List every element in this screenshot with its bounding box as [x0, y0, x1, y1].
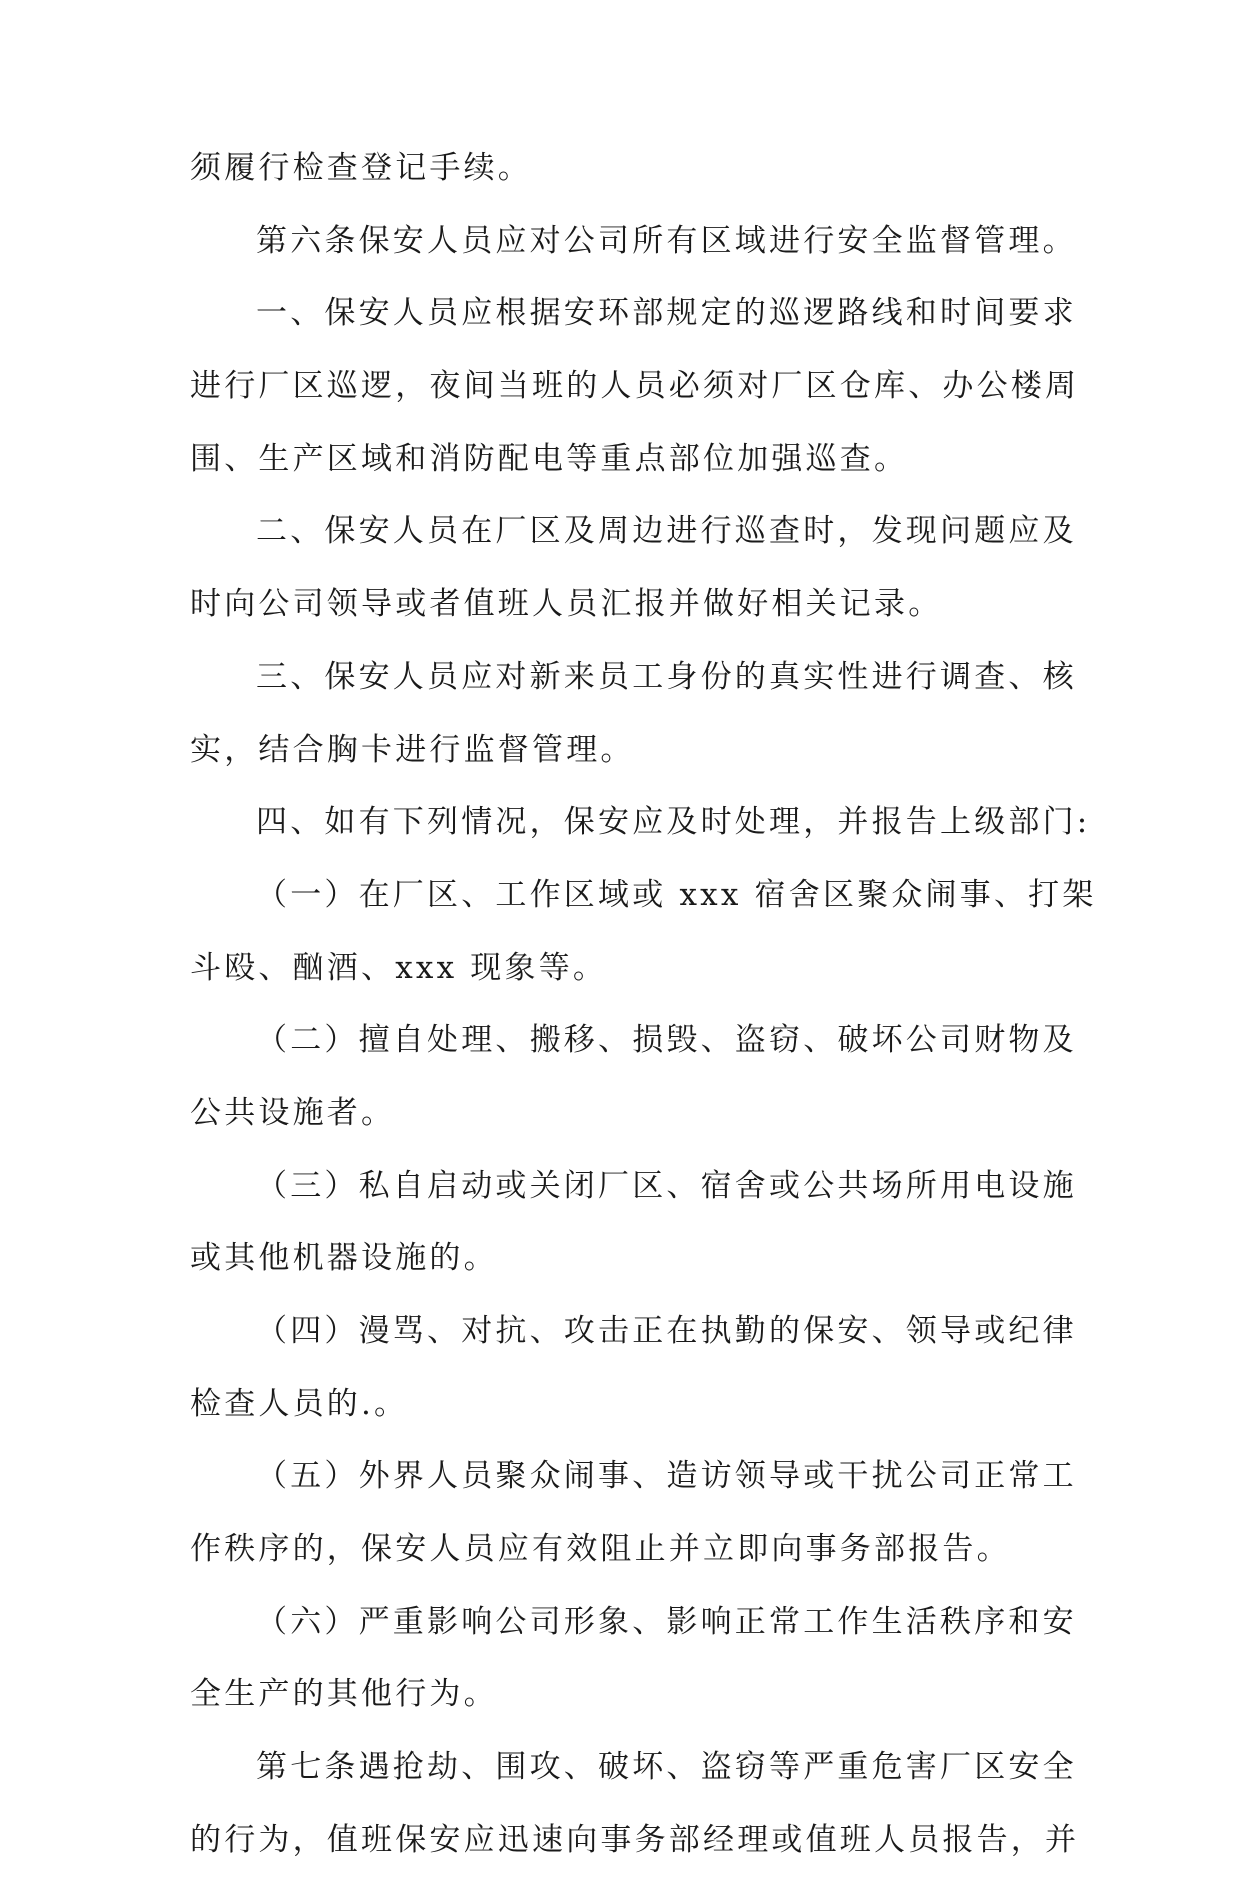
text-line: 须履行检查登记手续。: [190, 150, 532, 186]
text-line: 的行为，值班保安应迅速向事务部经理或值班人员报告，并: [190, 1821, 1080, 1858]
text-line: 或其他机器设施的。: [190, 1240, 498, 1277]
text-line: （二）擅自处理、搬移、损毁、盗窃、破坏公司财物及: [256, 1022, 1077, 1059]
text-line: （一）在厂区、工作区域或 xxx 宿舍区聚众闹事、打架: [256, 876, 1097, 913]
text-line: 检查人员的.。: [190, 1385, 409, 1422]
text-line: （五）外界人员聚众闹事、造访领导或干扰公司正常工: [256, 1458, 1077, 1495]
document-body: [190, 150, 1097, 1895]
text-line: 三、保安人员应对新来员工身份的真实性进行调查、核: [256, 658, 1077, 695]
text-line: 一、保安人员应根据安环部规定的巡逻路线和时间要求: [256, 295, 1077, 332]
text-line: 全生产的其他行为。: [190, 1676, 498, 1713]
text-line: （四）漫骂、对抗、攻击正在执勤的保安、领导或纪律: [256, 1313, 1077, 1349]
article-6-heading: 第六条保安人员应对公司所有区域进行安全监督管理。: [256, 222, 1077, 259]
text-line: 作秩序的，保安人员应有效阻止并立即向事务部报告。: [190, 1531, 1011, 1568]
text-line: 实，结合胸卡进行监督管理。: [190, 731, 635, 768]
text-line: （三）私自启动或关闭厂区、宿舍或公共场所用电设施: [256, 1167, 1077, 1204]
text-line: 四、如有下列情况，保安应及时处理，并报告上级部门:: [256, 804, 1091, 841]
text-line: （六）严重影响公司形象、影响正常工作生活秩序和安: [256, 1603, 1077, 1640]
text-line: 公共设施者。: [190, 1094, 396, 1131]
text-line: 二、保安人员在厂区及周边进行巡查时，发现问题应及: [256, 513, 1077, 550]
text-line: 时向公司领导或者值班人员汇报并做好相关记录。: [190, 586, 943, 623]
text-line: 围、生产区域和消防配电等重点部位加强巡查。: [190, 440, 909, 477]
article-7-heading: 第七条遇抢劫、围攻、破坏、盗窃等严重危害厂区安全: [256, 1749, 1077, 1786]
text-line: 斗殴、酗酒、xxx 现象等。: [190, 949, 608, 986]
text-line: 进行厂区巡逻，夜间当班的人员必须对厂区仓库、办公楼周: [190, 368, 1080, 405]
